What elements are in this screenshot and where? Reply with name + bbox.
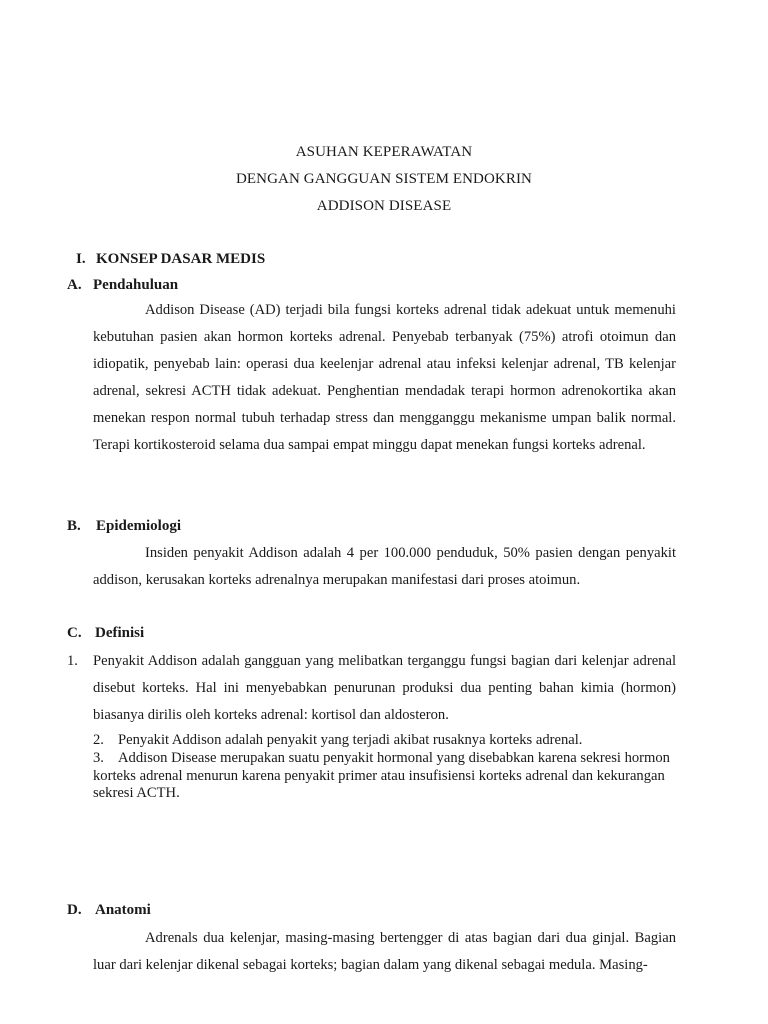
section-c-number: C. bbox=[67, 625, 82, 641]
definition-item-3 bbox=[93, 750, 676, 803]
section-b-label: Epidemiologi bbox=[96, 518, 182, 534]
section-a-heading bbox=[67, 277, 178, 294]
section-a-paragraph: Addison Disease (AD) terjadi bila fungsi korteks adrenal tidak adekuat untuk memenuhi kebutuhan pasien akan hormon korteks adrenal. Penyebab terbanyak (75%) atrofi otoimun dan idiopatik, penyebab lain: operasi dua keelenjar adrenal atau infeksi kelenjar adrenal, TB kelenjar adrenal, sekresi ACTH tidak adekuat. Penghentian mendadak terapi hormon adrenokortika akan menekan respon normal tubuh terhadap stress dan mengganggu mekanisme umpan balik normal. Terapi kortikosteroid selama dua sampai empat minggu dapat menekan fungsi korteks adrenal. bbox=[93, 302, 676, 453]
section-c-heading bbox=[67, 625, 144, 642]
section-b-number: B. bbox=[67, 518, 81, 534]
document-title-line-3: ADDISON DISEASE bbox=[316, 198, 452, 214]
section-a-number: A. bbox=[67, 277, 82, 293]
definition-item-1 bbox=[67, 648, 676, 729]
section-b-paragraph: Insiden penyakit Addison adalah 4 per 100.000 penduduk, 50% pasien dengan penyakit addison, kerusakan korteks adrenalnya merupakan manifestasi dari proses atoimun. bbox=[93, 545, 676, 588]
definition-item-1-text: Penyakit Addison adalah gangguan yang melibatkan terganggu fungsi bagian dari kelenjar adrenal disebut korteks. Hal ini menyebabkan penurunan produksi dua penting bahan kimia (hormon) biasanya dirilis oleh korteks adrenal: kortisol dan aldosteron. bbox=[93, 653, 676, 723]
definition-item-2-number: 2. bbox=[93, 732, 104, 748]
section-i-heading bbox=[76, 251, 265, 268]
section-d-paragraph: Adrenals dua kelenjar, masing-masing bertengger di atas bagian dari dua ginjal. Bagian luar dari kelenjar dikenal sebagai korteks; bagian dalam yang dikenal sebagai medula. Masing- bbox=[93, 930, 676, 973]
section-c-label: Definisi bbox=[95, 625, 145, 641]
definition-item-2-text: Penyakit Addison adalah penyakit yang terjadi akibat rusaknya korteks adrenal. bbox=[118, 732, 583, 748]
definition-item-3-text: Addison Disease merupakan suatu penyakit hormonal yang disebabkan karena sekresi hormon korteks adrenal menurun karena penyakit primer atau insufisiensi korteks adrenal dan kekurangan sekresi ACTH. bbox=[93, 750, 670, 801]
document-title-line-2: DENGAN GANGGUAN SISTEM ENDOKRIN bbox=[235, 171, 532, 187]
definition-item-1-number: 1. bbox=[67, 653, 78, 669]
document-title-line-1: ASUHAN KEPERAWATAN bbox=[295, 144, 473, 160]
definition-item-2 bbox=[93, 732, 676, 750]
section-i-label: KONSEP DASAR MEDIS bbox=[96, 251, 266, 267]
section-d-label: Anatomi bbox=[95, 902, 151, 918]
section-b-heading bbox=[67, 518, 181, 535]
section-d-heading bbox=[67, 902, 151, 919]
definition-item-3-number: 3. bbox=[93, 750, 104, 766]
section-a-label: Pendahuluan bbox=[93, 277, 179, 293]
section-i-number: I. bbox=[76, 251, 86, 267]
section-d-number: D. bbox=[67, 902, 82, 918]
